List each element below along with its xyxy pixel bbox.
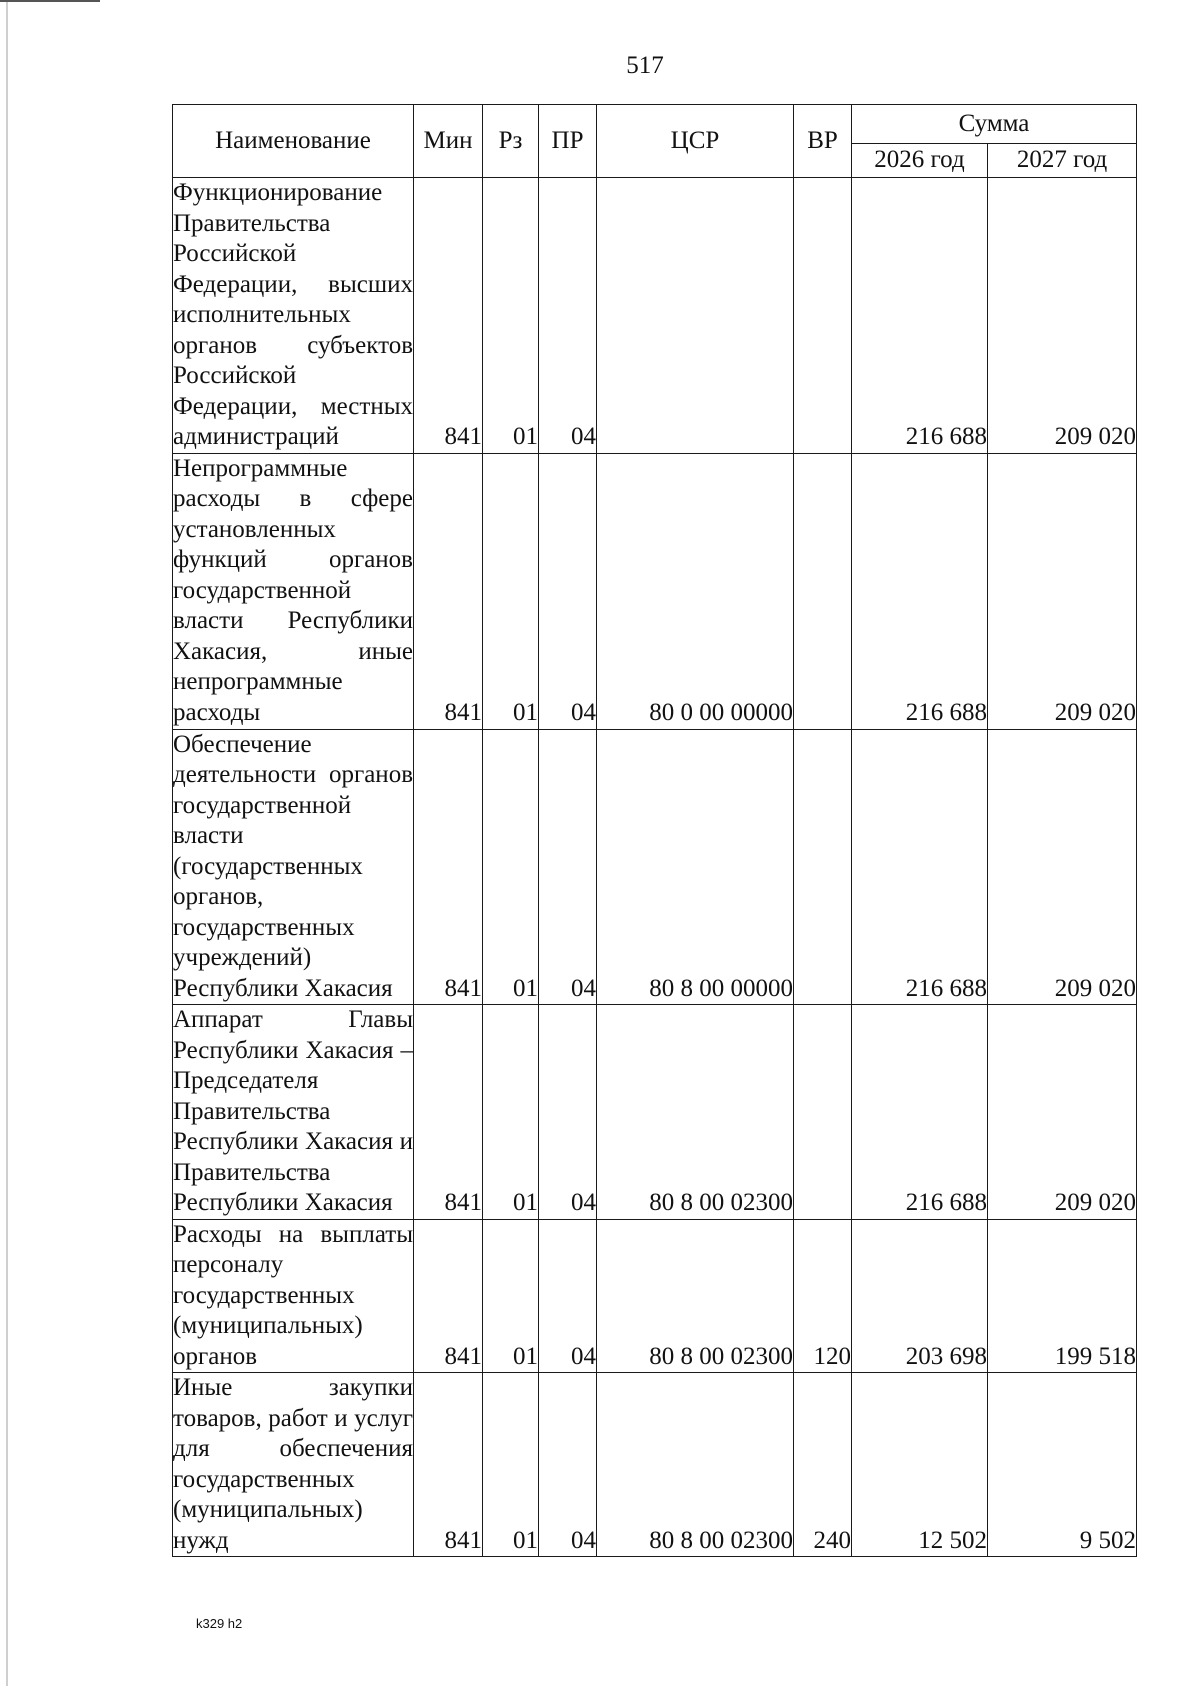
row-2027: 209 020 [988,453,1137,729]
header-sum: Сумма [852,105,1137,144]
row-2026: 216 688 [852,729,988,1005]
row-pr: 04 [539,1373,597,1557]
table-row [173,729,1137,1005]
row-2027: 199 518 [988,1219,1137,1373]
row-csr: 80 0 00 00000 [597,453,794,729]
row-name: Аппарат Главы Республики Хакасия – Председателя Правительства Республики Хакасия и Правительства Республики Хакасия [173,1005,414,1220]
row-csr: 80 8 00 02300 [597,1005,794,1220]
row-pr: 04 [539,729,597,1005]
row-pr: 04 [539,1005,597,1220]
row-2027: 9 502 [988,1373,1137,1557]
row-rz: 01 [483,178,539,454]
row-csr: 80 8 00 02300 [597,1219,794,1373]
scan-top-edge-line [0,0,100,2]
row-pr: 04 [539,1219,597,1373]
table-row [173,1005,1137,1220]
row-min: 841 [414,729,483,1005]
row-pr: 04 [539,453,597,729]
row-2026: 203 698 [852,1219,988,1373]
table-row [173,1373,1137,1557]
row-2026: 216 688 [852,178,988,454]
row-vr [794,729,852,1005]
header-year-2026: 2026 год [852,144,988,178]
header-pr: ПР [539,105,597,178]
table-row [173,453,1137,729]
row-2026: 216 688 [852,453,988,729]
row-2027: 209 020 [988,178,1137,454]
header-vr: ВР [794,105,852,178]
header-rz: Рз [483,105,539,178]
table-row [173,178,1137,454]
row-vr: 120 [794,1219,852,1373]
row-vr [794,178,852,454]
footer-code: k329 h2 [196,1616,243,1631]
row-rz: 01 [483,453,539,729]
row-name: Функционирование Правительства Российской Федерации, высших исполнительных органов субъектов Российской Федерации, местных администраций [173,178,414,454]
row-rz: 01 [483,729,539,1005]
row-rz: 01 [483,1373,539,1557]
row-csr: 80 8 00 02300 [597,1373,794,1557]
row-rz: 01 [483,1219,539,1373]
row-min: 841 [414,1219,483,1373]
row-vr [794,1005,852,1220]
scan-edge-line [6,0,8,1686]
page-number: 517 [626,52,664,79]
row-csr [597,178,794,454]
row-pr: 04 [539,178,597,454]
row-2026: 216 688 [852,1005,988,1220]
row-vr [794,453,852,729]
row-name: Обеспечение деятельности органов государственной власти (государственных органов, государственных учреждений) Республики Хакасия [173,729,414,1005]
row-2027: 209 020 [988,1005,1137,1220]
row-name: Иные закупки товаров, работ и услуг для обеспечения государственных (муниципальных) нужд [173,1373,414,1557]
header-name: Наименование [173,105,414,178]
table-row [173,1219,1137,1373]
header-min: Мин [414,105,483,178]
row-csr: 80 8 00 00000 [597,729,794,1005]
row-name: Непрограммные расходы в сфере установленных функций органов государственной власти Республики Хакасия, иные непрограммные расходы [173,453,414,729]
row-vr: 240 [794,1373,852,1557]
row-min: 841 [414,453,483,729]
row-2027: 209 020 [988,729,1137,1005]
row-2026: 12 502 [852,1373,988,1557]
row-rz: 01 [483,1005,539,1220]
header-year-2027: 2027 год [988,144,1137,178]
header-csr: ЦСР [597,105,794,178]
row-min: 841 [414,1005,483,1220]
row-name: Расходы на выплаты персоналу государственных (муниципальных) органов [173,1219,414,1373]
row-min: 841 [414,178,483,454]
budget-table [172,104,1137,1557]
row-min: 841 [414,1373,483,1557]
